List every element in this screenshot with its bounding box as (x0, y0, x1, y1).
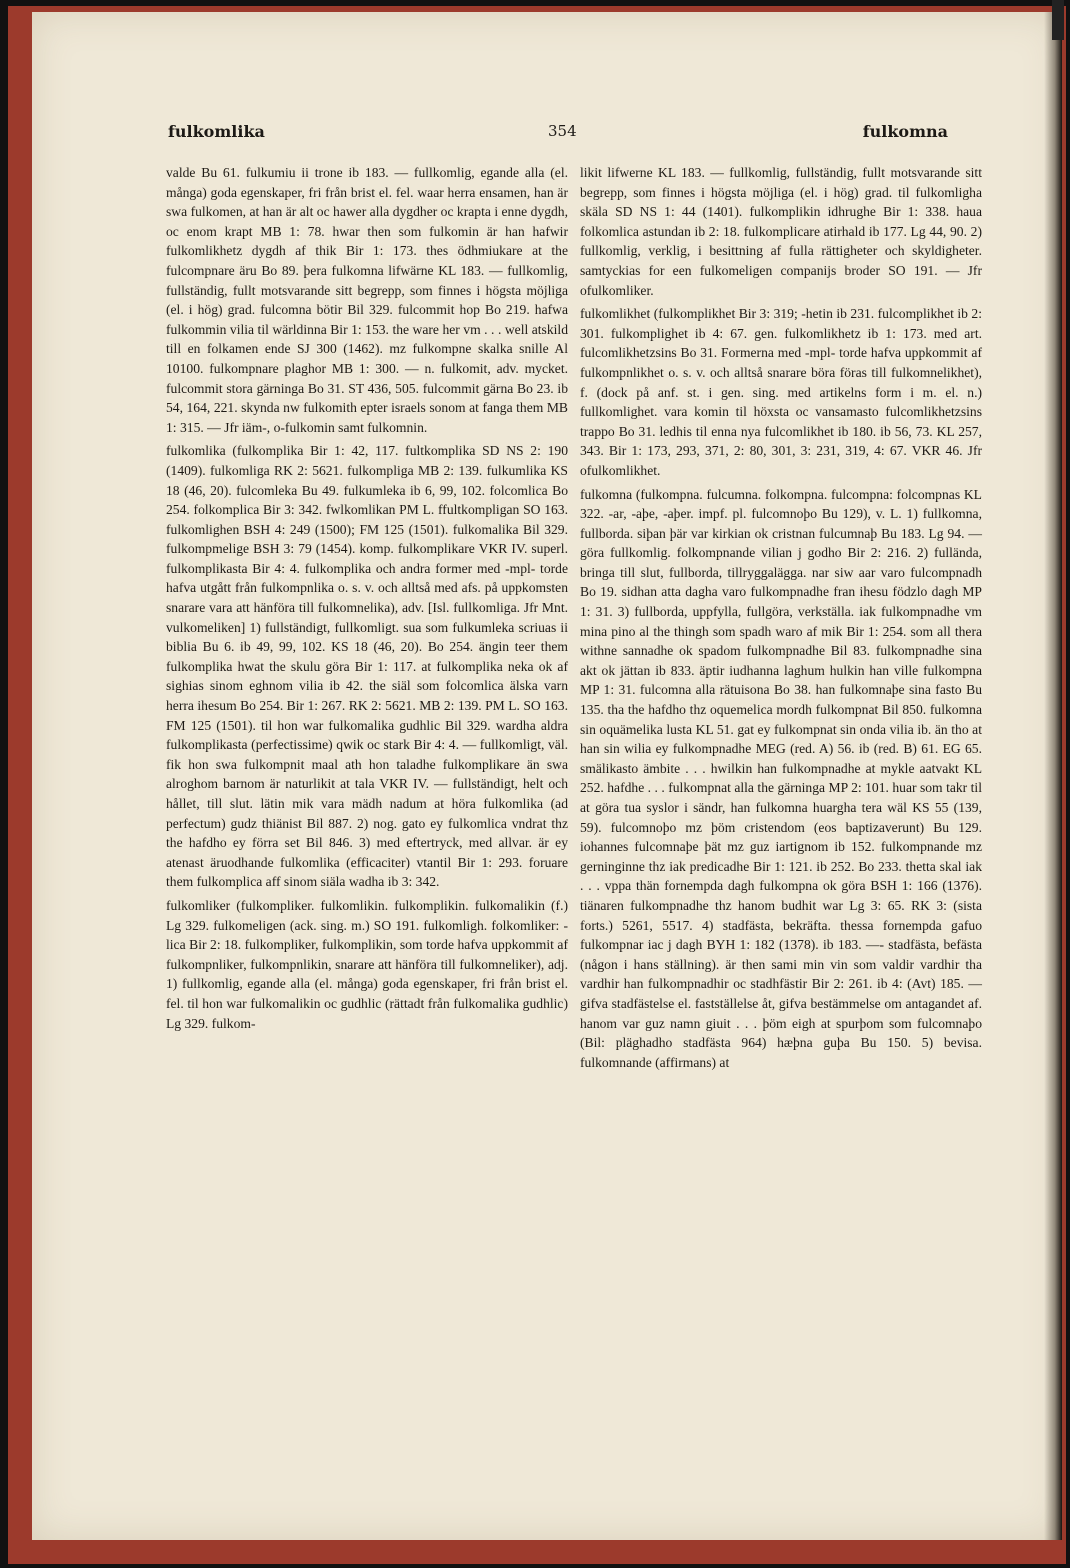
scan-corner (1052, 0, 1064, 40)
header-right-guideword: fulkomna (862, 122, 948, 141)
left-column (166, 163, 568, 1033)
entry-fulkomliker: fulkomliker (fulkompliker. fulkomlikin. fulkomplikin. fulkomalikin (f.) Lg 329. fulkomeligen (ack. sing. m.) SO 191. fulkomligh. folkomliker: -lica Bir 2: 18. fulkompliker, fulkomplikin, som torde hafva uppkommit af fulkompnliker, fulkompnlikin, snarare att hänföra till fulkomneliker), adj. 1) fullkomlig, egande alla (el. många) goda egenskaper, fri från brist el. fel. til hon war fulkomalikin oc gudhlic (rättadt från fulkomalika gudhlic) Lg 329. fulkom- (166, 897, 568, 1031)
entry-fulkomlika: fulkomlika (fulkomplika Bir 1: 42, 117. fultkomplika SD NS 2: 190 (1409). fulkomliga RK 2: 5621. fulkompliga MB 2: 139. fulkumlika KS 18 (46, 20). fulcomleka Bu 49. fulkumleka ib 6, 99, 102. folcomlica Bo 254. folkomplica Bir 3: 342. fwlkomlikan PM L. ffultkompligan SO 163. fulkomlighen BSH 4: 249 (1500); FM 125 (1501). fulkomalika Bil 329. fulkompmelige BSH 3: 79 (1454). komp. fulkomplikare VKR IV. superl. fulkomplikasta Bir 4: 4. fulkomplika och andra former med -mpl- torde hafva utgått från fulkompnlika o. s. v. och alltså med afs. på uppkomsten snarare vara att hänföra till fulkomnelika), adv. [Isl. fullkomliga. Jfr Mnt. vulkomeliken] 1) fullständigt, fullkomligt. sua som fulkumleka scriuas ii biblia Bu 6. ib 49, 99, 102. KS 18 (46, 20). Bo 254. ängin teer them fulkomplika hwat the skulu göra Bir 1: 117. at fulkomplika neka ok af sighias sinom eghnom vilia ib 42. the siäl som folcomlica älska varn herra ihesum Bo 254. Bir 1: 267. RK 2: 5621. MB 2: 139. PM L. SO 163. FM 125 (1501). til hon war fulkomalika gudhlic Bil 329. wardha aldra fulkomplikasta (perfectissime) qwik oc stark Bir 4: 4. — fullkomligt, väl. fik hon swa fulkompnit maal ath hon taladhe fulkomplikare än swa alroghom barnom är naturlikit at tala VKR IV. — fullständigt, helt och hållet, till slut. lätin mik vara mädh nadum at höra fulkomlika (ad perfectum) gudz thiänist Bil 887. 2) nog. gato ey fulkomlica vndrat thz the hafdho ey förra set Bil 846. 3) med eftertryck, med allvar. är ey atenast äruodhande fulkomlika (efficaciter) vtantil Bir 1: 293. foruare them fulkomplica aff sinom siäla wadha ib 3: 342. (166, 443, 568, 890)
page-number: 354 (548, 122, 577, 140)
right-column (580, 163, 982, 1072)
entry-fulkomlikhet: fulkomlikhet (fulkomplikhet Bir 3: 319; -hetin ib 231. fulcomplikhet ib 2: 301. fulkomplighet ib 4: 67. gen. fulkomlikhetz ib 1: 173. med art. fulcomlikhetzsins Bo 31. Formerna med -mpl- torde hafva uppkommit af fulkompnlikhet o. s. v. och alltså snarare böra föras till fulkomnelikhet), f. (dock på anf. st. i gen. sing. med artikelns form i m. el. n.) fullkomlighet. vara komin til höxsta oc vansamasto fulcomlikhetzsins trappo Bo 31. ledhis til enna nya fulcomlikhet ib 180. ib 56, 73. KL 257, 343. Bir 1: 173, 293, 371, 2: 80, 301, 3: 231, 319, 4: 67. VKR 46. Jfr ofulkomlikhet. (580, 306, 982, 478)
entry-continuation: likit lifwerne KL 183. — fullkomlig, fullständig, fullt motsvarande sitt begrepp, som finnes i högsta möjliga (el. i hög) grad. til fulkomligha skäla SD NS 1: 44 (1401). fulkomplikin idhrughe Bir 1: 338. haua folkomlica astundan ib 2: 18. fulkomplicare atirhald ib 177. Lg 44, 90. 2) fullkomlig, verklig, i besittning af fulla rättigheter och skyldigheter. samtyckias for een fulkomeligen companijs broder SO 191. — Jfr ofulkomliker. (580, 165, 982, 298)
header-left-guideword: fulkomlika (168, 122, 265, 141)
entry-fulkomna: fulkomna (fulkompna. fulcumna. folkompna. fulcompna: folcompnas KL 322. -ar, -aþe, -aþer. impf. pl. fulcomnoþo Bu 129), v. L. 1) fullkomna, fullborda. siþan þär var kirkian ok cristnan fulcumnaþ Bu 183. Lg 94. — göra fullkomlig. folkompnande vilian j godho Bir 2: 216. 2) fullända, bringa till slut, fullborda, tillryggalägga. nar siw aar varo fulcompnadh Bo 19. sidhan atta dagha varo fulkompnadhe fran ihesu födzlo dagh MP 1: 31. 3) fullborda, uppfylla, fullgöra, verkställa. iak fulkompnadhe vm mina pino al the thingh som spadh waro af mik Bir 1: 254. som all thera withne sannadhe ok spadom fulkompnadhe Bil 83. fulkompnadhe sina akt ok jättan ib 833. äptir iudhanna laghum hulkin han ville fulkompna MP 1: 31. fulcomna alla rätuisona Bo 38. han fulkomnaþe sina fasto Bu 135. tha the hafdho thz oquemelica mordh fulkompnat Bil 850. fulkomna sin oquämelika lusta KL 51. gat ey fulkompnat sin onda vilia ib. än tho at han sin wilia ey fulkompnadhe MEG (red. A) 56. ib (red. B) 61. EG 65. smälikasto ämbite . . . hwilkin han fulkompnadhe at mykle aatvakt KL 252. hafdhe . . . fulkompnat alla the gärninga MP 2: 101. huar som takr til at göra tua syslor i sändr, han fulkomna huargha tera wäl KS 55 (139, 59). fulcomnoþo mz þöm cristendom (eos baptizaverunt) Bu 129. iohannes fulcomnaþe þät mz guz iartignom ib 152. fulkompnande mz gerninginne thz iak predicadhe Bir 1: 121. ib 252. Bo 233. thetta skal iak . . . vppa thän fornempda dagh fulkompna ok göra BSH 1: 166 (1376). tiänaren fulkompnadhe thz hanom budhit war Lg 3: 65. RK 3: (sista forts.) 5261, 5517. 4) stadfästa, bekräfta. thessa fornempda gafuo fulkompnar iac j dagh BYH 1: 182 (1378). ib 183. —- stadfästa, befästa (någon i hans ställning). är then sami min vin som valdir vardhir tha vardhir han fulkompnadhir oc stadhfästir Bir 2: 261. ib 4: (Avt) 185. — gifva stadfästelse el. fastställelse åt, gifva bestämmelse om antagandet af. hanom var guz namn giuit . . . þöm eigh at spurþom som fulcomnaþo (Bil: pläghadho stadfästa 964) hæþna guþa Bu 150. 5) bevisa. fulkomnande (affirmans) at (580, 486, 982, 1070)
page-fold-shadow (1044, 12, 1062, 1540)
entry-continuation: valde Bu 61. fulkumiu ii trone ib 183. — fullkomlig, egande alla (el. många) goda egenskaper, fri från brist el. fel. waar herra ensamen, han är swa fulkomen, at han är alt oc hawer alla dygdher oc krapta i enne dygdh, oc enom krapt MB 1: 78. hwar then som fulkomin är han hafwir fulkomlikhetz dygdh af thik Bir 1: 173. thes ödhmiukare at the fulcompnare äru Bo 89. þera fulkomna lifwärne KL 183. — fullkomlig, fullständig, fullt motsvarande sitt begrepp, som finnes i högsta möjliga (el. i hög) grad. fulcomna bötir Bil 329. fulcommit hop Bo 219. hafwa fulkommin vilia til wärldinna Bir 1: 153. the ware her vm . . . well atskild till en folkamen ende SJ 300 (1462). mz fulkompne skalka snille Al 10100. fulkompnare plaghor MB 1: 300. — n. fulkomit, adv. mycket. fulcommit stora gärninga Bo 31. ST 436, 505. fulcommit gärna Bo 23. ib 54, 164, 221. skynda nw fulkomith epter israels sonom at fanga them MB 1: 315. — Jfr iäm-, o-fulkomin samt fulkomnin. (166, 165, 568, 435)
running-header (168, 122, 948, 148)
